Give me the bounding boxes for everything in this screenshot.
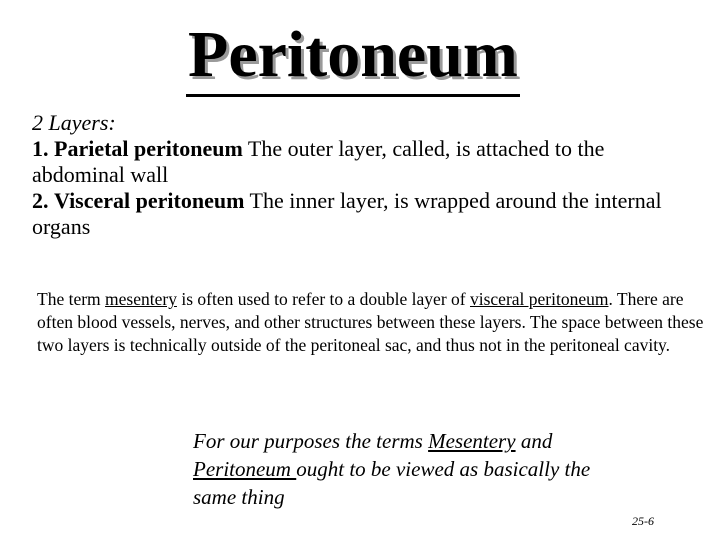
- mesentery-text-1: The term: [37, 289, 106, 309]
- layers-section: [32, 110, 692, 240]
- note-text-2: and: [515, 429, 553, 453]
- layers-heading: 2 Layers:: [32, 110, 116, 135]
- mesentery-paragraph: [37, 288, 707, 357]
- mesentery-link[interactable]: mesentery: [105, 289, 177, 309]
- title-container: [186, 20, 520, 97]
- note-text-1: For our purposes the terms: [193, 429, 429, 453]
- note-term-peritoneum: Peritoneum: [193, 457, 297, 481]
- note-text-3: ought to be viewed as basically the same thing: [193, 457, 591, 509]
- visceral-peritoneum-link[interactable]: visceral peritoneum: [469, 289, 609, 309]
- layer-number: 2.: [32, 188, 49, 213]
- layer-term: Parietal peritoneum: [54, 136, 243, 161]
- layer-description: The outer layer, called, is attached to the abdominal wall: [32, 136, 605, 187]
- layer-description: The inner layer, is wrapped around the internal organs: [32, 188, 662, 239]
- layer-item-parietal: [32, 136, 692, 188]
- layer-item-visceral: [32, 188, 692, 240]
- layer-number: 1.: [32, 136, 49, 161]
- page-number: 25-6: [632, 514, 654, 528]
- mesentery-text-2: is often used to refer to a double layer of: [176, 289, 470, 309]
- page-title: Peritoneum: [186, 20, 520, 97]
- note-paragraph: [193, 427, 593, 511]
- mesentery-text-3: . There are often blood vessels, nerves, and other structures between these layers. The space between these two layers is technically outside of the peritoneal sac, and thus not in the peritoneal cavity.: [37, 289, 704, 355]
- layer-term: Visceral peritoneum: [54, 188, 245, 213]
- note-term-mesentery: Mesentery: [428, 429, 516, 453]
